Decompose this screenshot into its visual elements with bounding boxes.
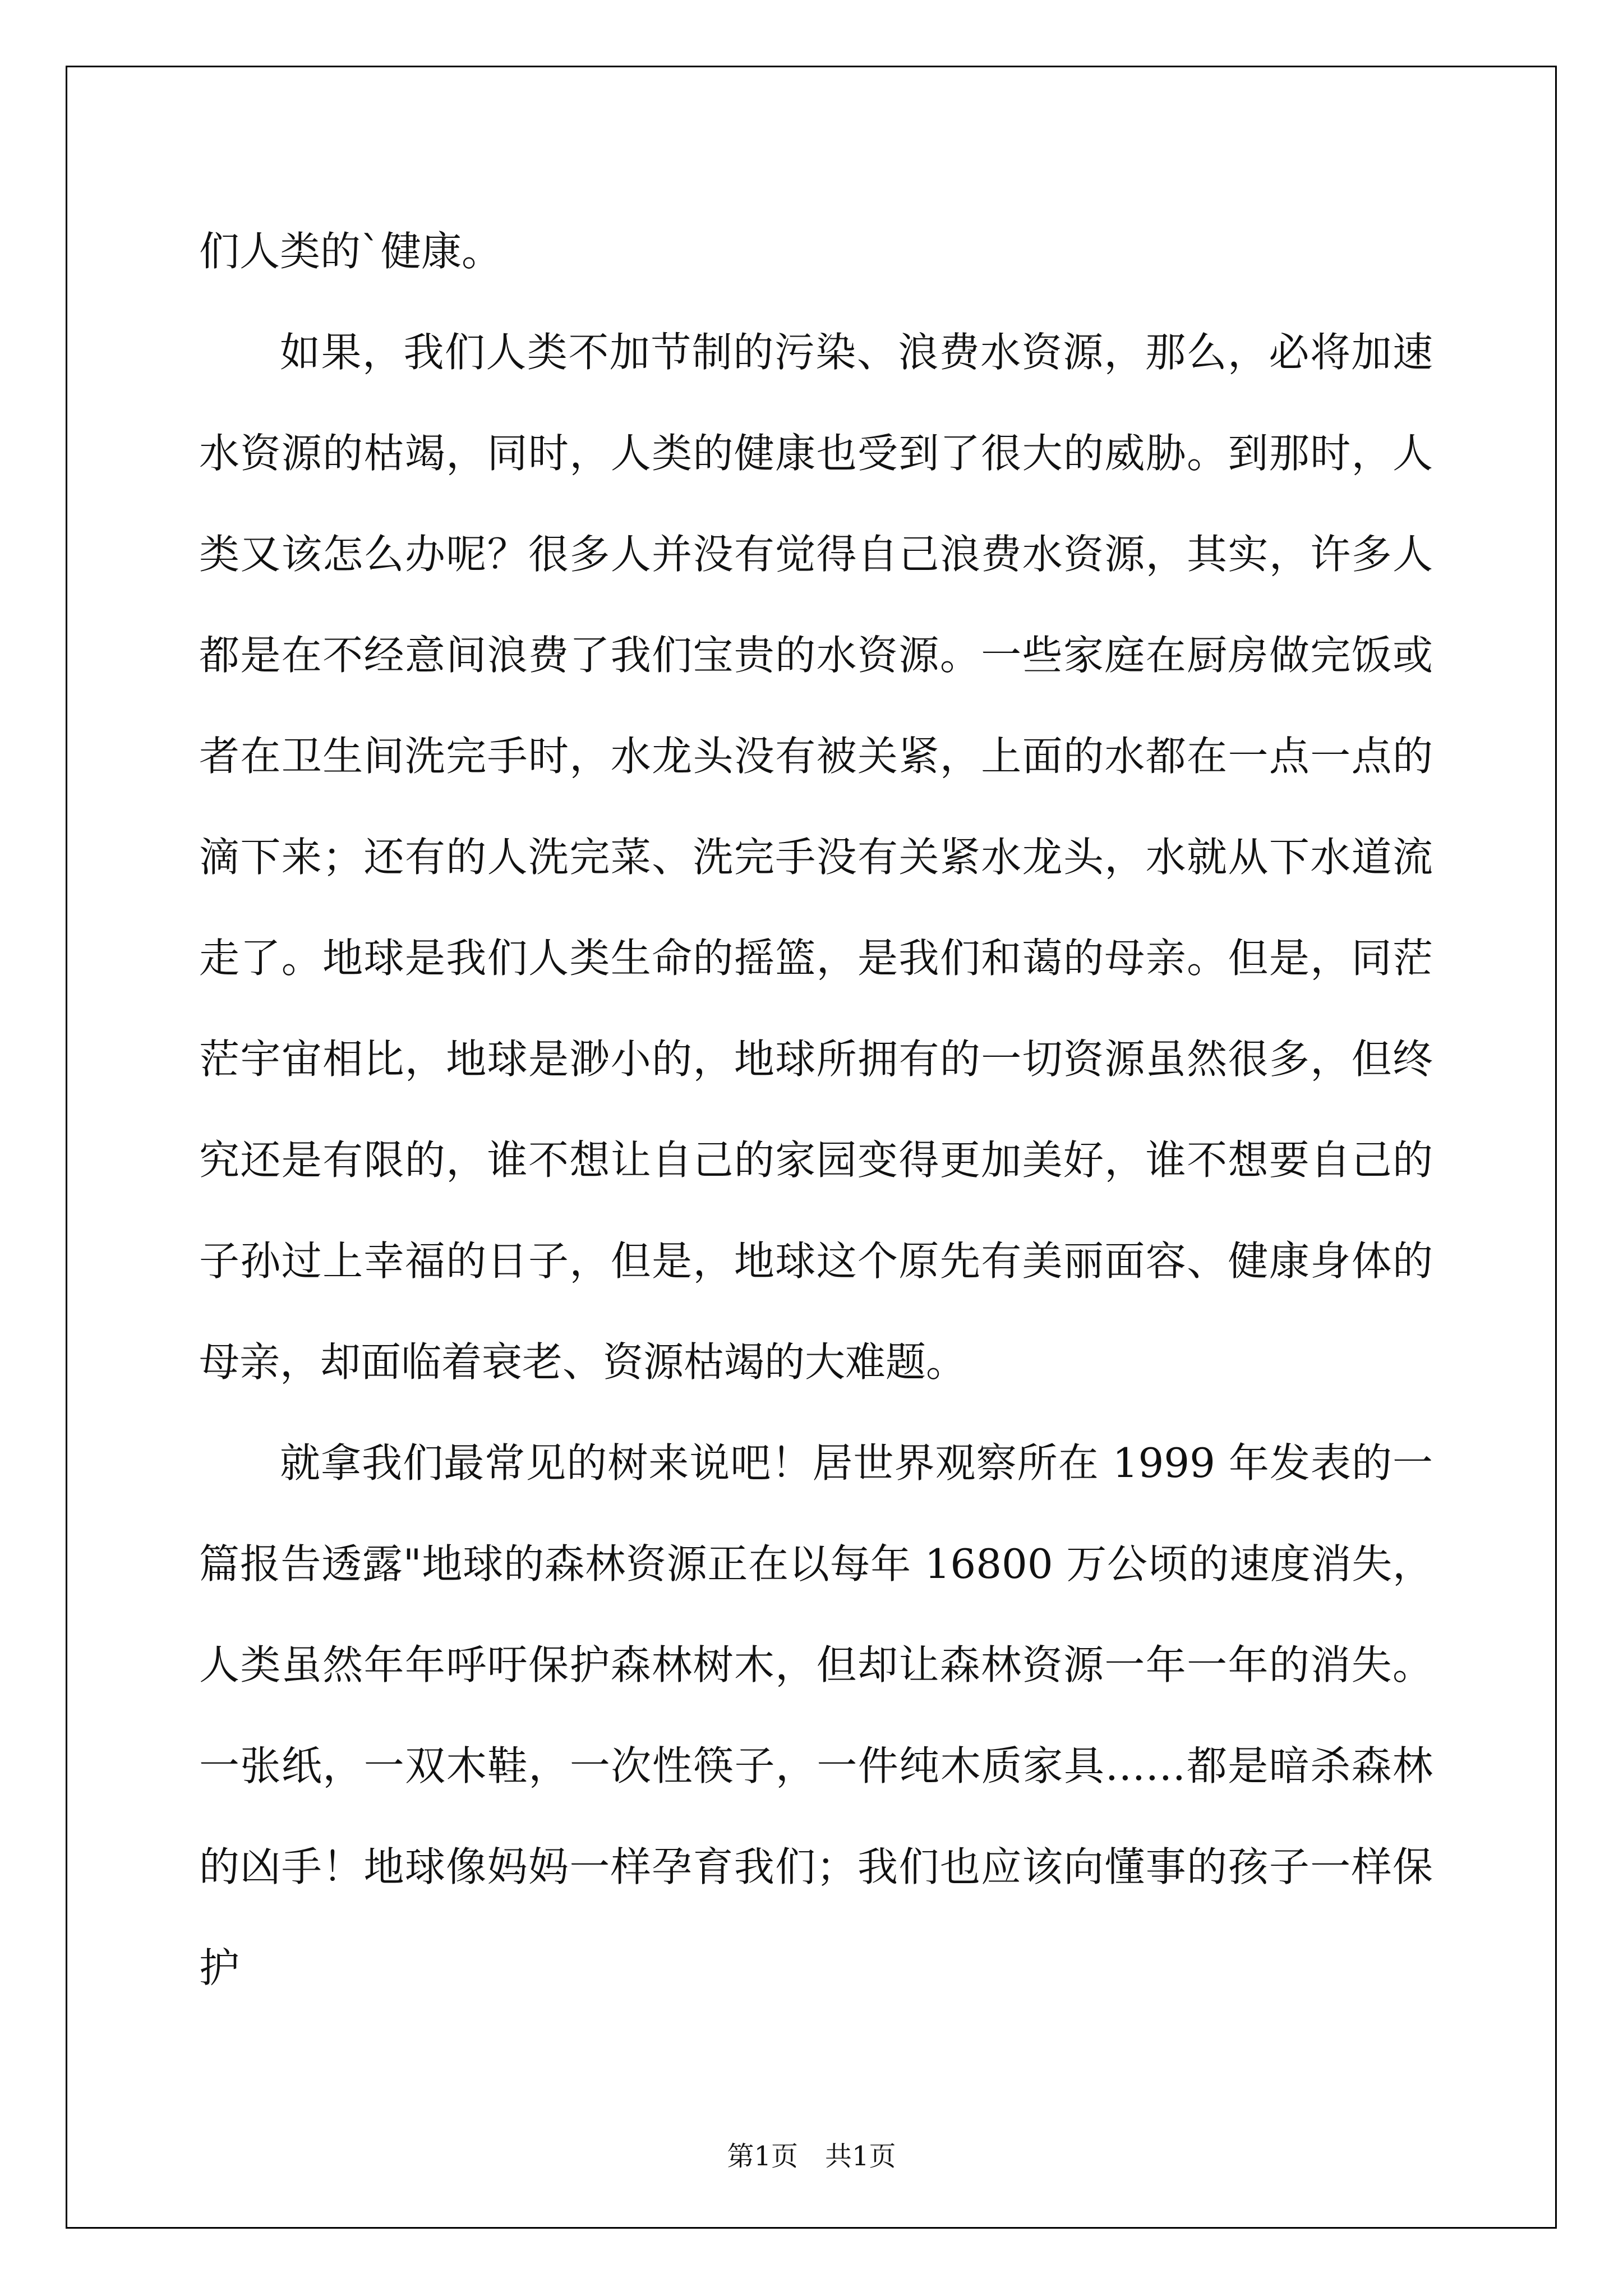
paragraph-2: 如果，我们人类不加节制的污染、浪费水资源，那么，必将加速水资源的枯竭，同时，人类的健康也受到了很大的威胁。到那时，人类又该怎么办呢？很多人并没有觉得自己浪费水资源，其实，许多人都是在不经意间浪费了我们宝贵的水资源。一些家庭在厨房做完饭或者在卫生间洗完手时，水龙头没有被关紧，上面的水都在一点一点的滴下来；还有的人洗完菜、洗完手没有关紧水龙头，水就从下水道流走了。地球是我们人类生命的摇篮，是我们和蔼的母亲。但是，同茫茫宇宙相比，地球是渺小的，地球所拥有的一切资源虽然很多，但终究还是有限的，谁不想让自己的家园变得更加美好，谁不想要自己的子孙过上幸福的日子，但是，地球这个原先有美丽面容、健康身体的母亲，却面临着衰老、资源枯竭的大难题。 — [199, 329, 1433, 1386]
paragraph-1: 们人类的`健康。 — [199, 228, 502, 275]
document-body — [199, 201, 1433, 2018]
paragraph-3: 就拿我们最常见的树来说吧！居世界观察所在 1999 年发表的一篇报告透露"地球的森林资源正在以每年 16800 万公顷的速度消失，人类虽然年年呼吁保护森林树木，但却让森林资源一年一年的消失。一张纸，一双木鞋，一次性筷子，一件纯木质家具……都是暗杀森林的凶手！地球像妈妈一样孕育我们；我们也应该向懂事的孩子一样保护 — [199, 1439, 1433, 1991]
page-footer: 第1页 共1页 — [727, 2141, 896, 2172]
